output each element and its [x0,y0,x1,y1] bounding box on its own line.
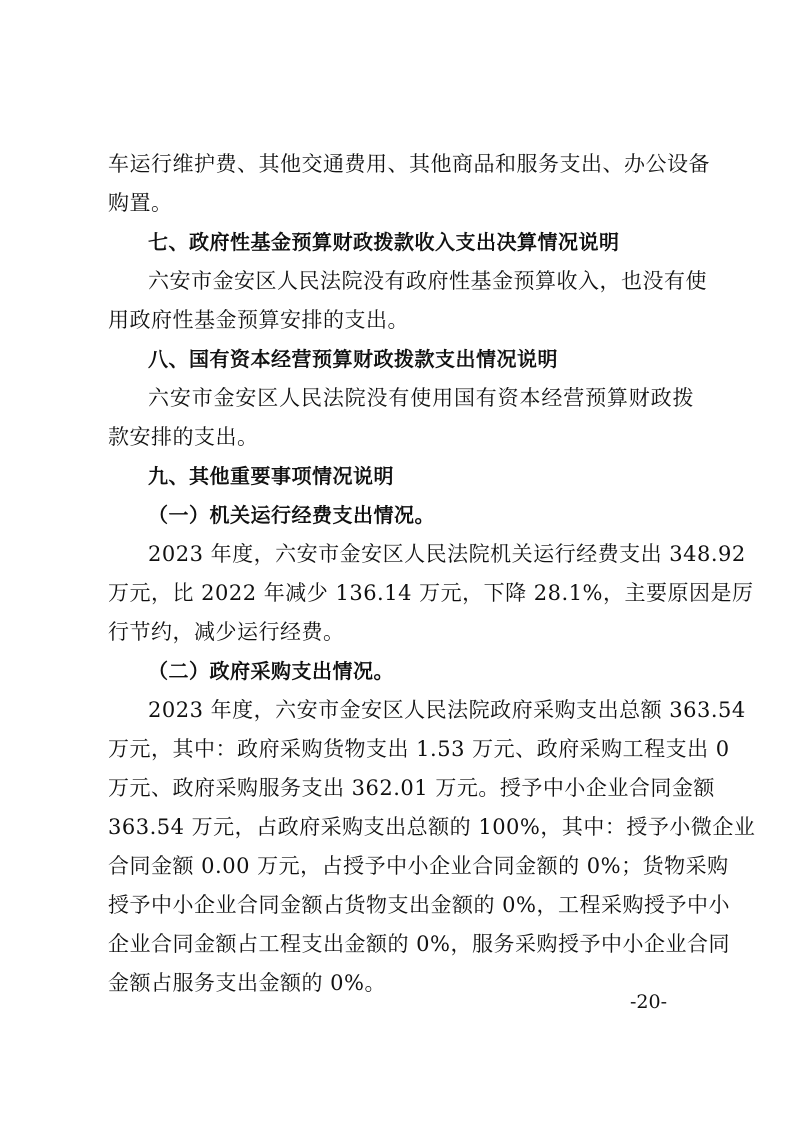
subsection-heading-2: （二）政府采购支出情况。 [148,659,394,683]
paragraph-line: 六安市金安区人民法院没有政府性基金预算收入，也没有使 [148,269,707,293]
paragraph-line: 款安排的支出。 [108,425,259,449]
subsection-heading-1: （一）机关运行经费支出情况。 [148,503,435,527]
section-heading-8: 八、国有资本经营预算财政拨款支出情况说明 [148,347,558,371]
paragraph-line: 万元，比 2022 年减少 136.14 万元，下降 28.1%，主要原因是厉 [108,581,754,605]
paragraph-line: 2023 年度，六安市金安区人民法院机关运行经费支出 348.92 [148,542,746,566]
section-heading-7: 七、政府性基金预算财政拨款收入支出决算情况说明 [148,230,620,254]
paragraph-line: 363.54 万元，占政府采购支出总额的 100%，其中：授予小微企业 [108,815,756,839]
paragraph-line: 行节约，减少运行经费。 [108,620,345,644]
page-number: -20- [630,991,668,1013]
paragraph-line: 金额占服务支出金额的 0%。 [108,971,386,995]
section-heading-9: 九、其他重要事项情况说明 [148,464,394,488]
paragraph-line: 车运行维护费、其他交通费用、其他商品和服务支出、办公设备 [108,152,710,176]
paragraph-line: 六安市金安区人民法院没有使用国有资本经营预算财政拨 [148,386,694,410]
paragraph-line: 万元、政府采购服务支出 362.01 万元。授予中小企业合同金额 [108,776,715,800]
paragraph-line: 万元，其中：政府采购货物支出 1.53 万元、政府采购工程支出 0 [108,737,730,761]
paragraph-line: 合同金额 0.00 万元，占授予中小企业合同金额的 0%；货物采购 [108,854,729,878]
paragraph-line: 企业合同金额占工程支出金额的 0%，服务采购授予中小企业合同 [108,932,730,956]
paragraph-line: 用政府性基金预算安排的支出。 [108,308,409,332]
paragraph-line: 2023 年度，六安市金安区人民法院政府采购支出总额 363.54 [148,698,746,722]
paragraph-line: 购置。 [108,191,173,215]
paragraph-line: 授予中小企业合同金额占货物支出金额的 0%，工程采购授予中小 [108,893,730,917]
